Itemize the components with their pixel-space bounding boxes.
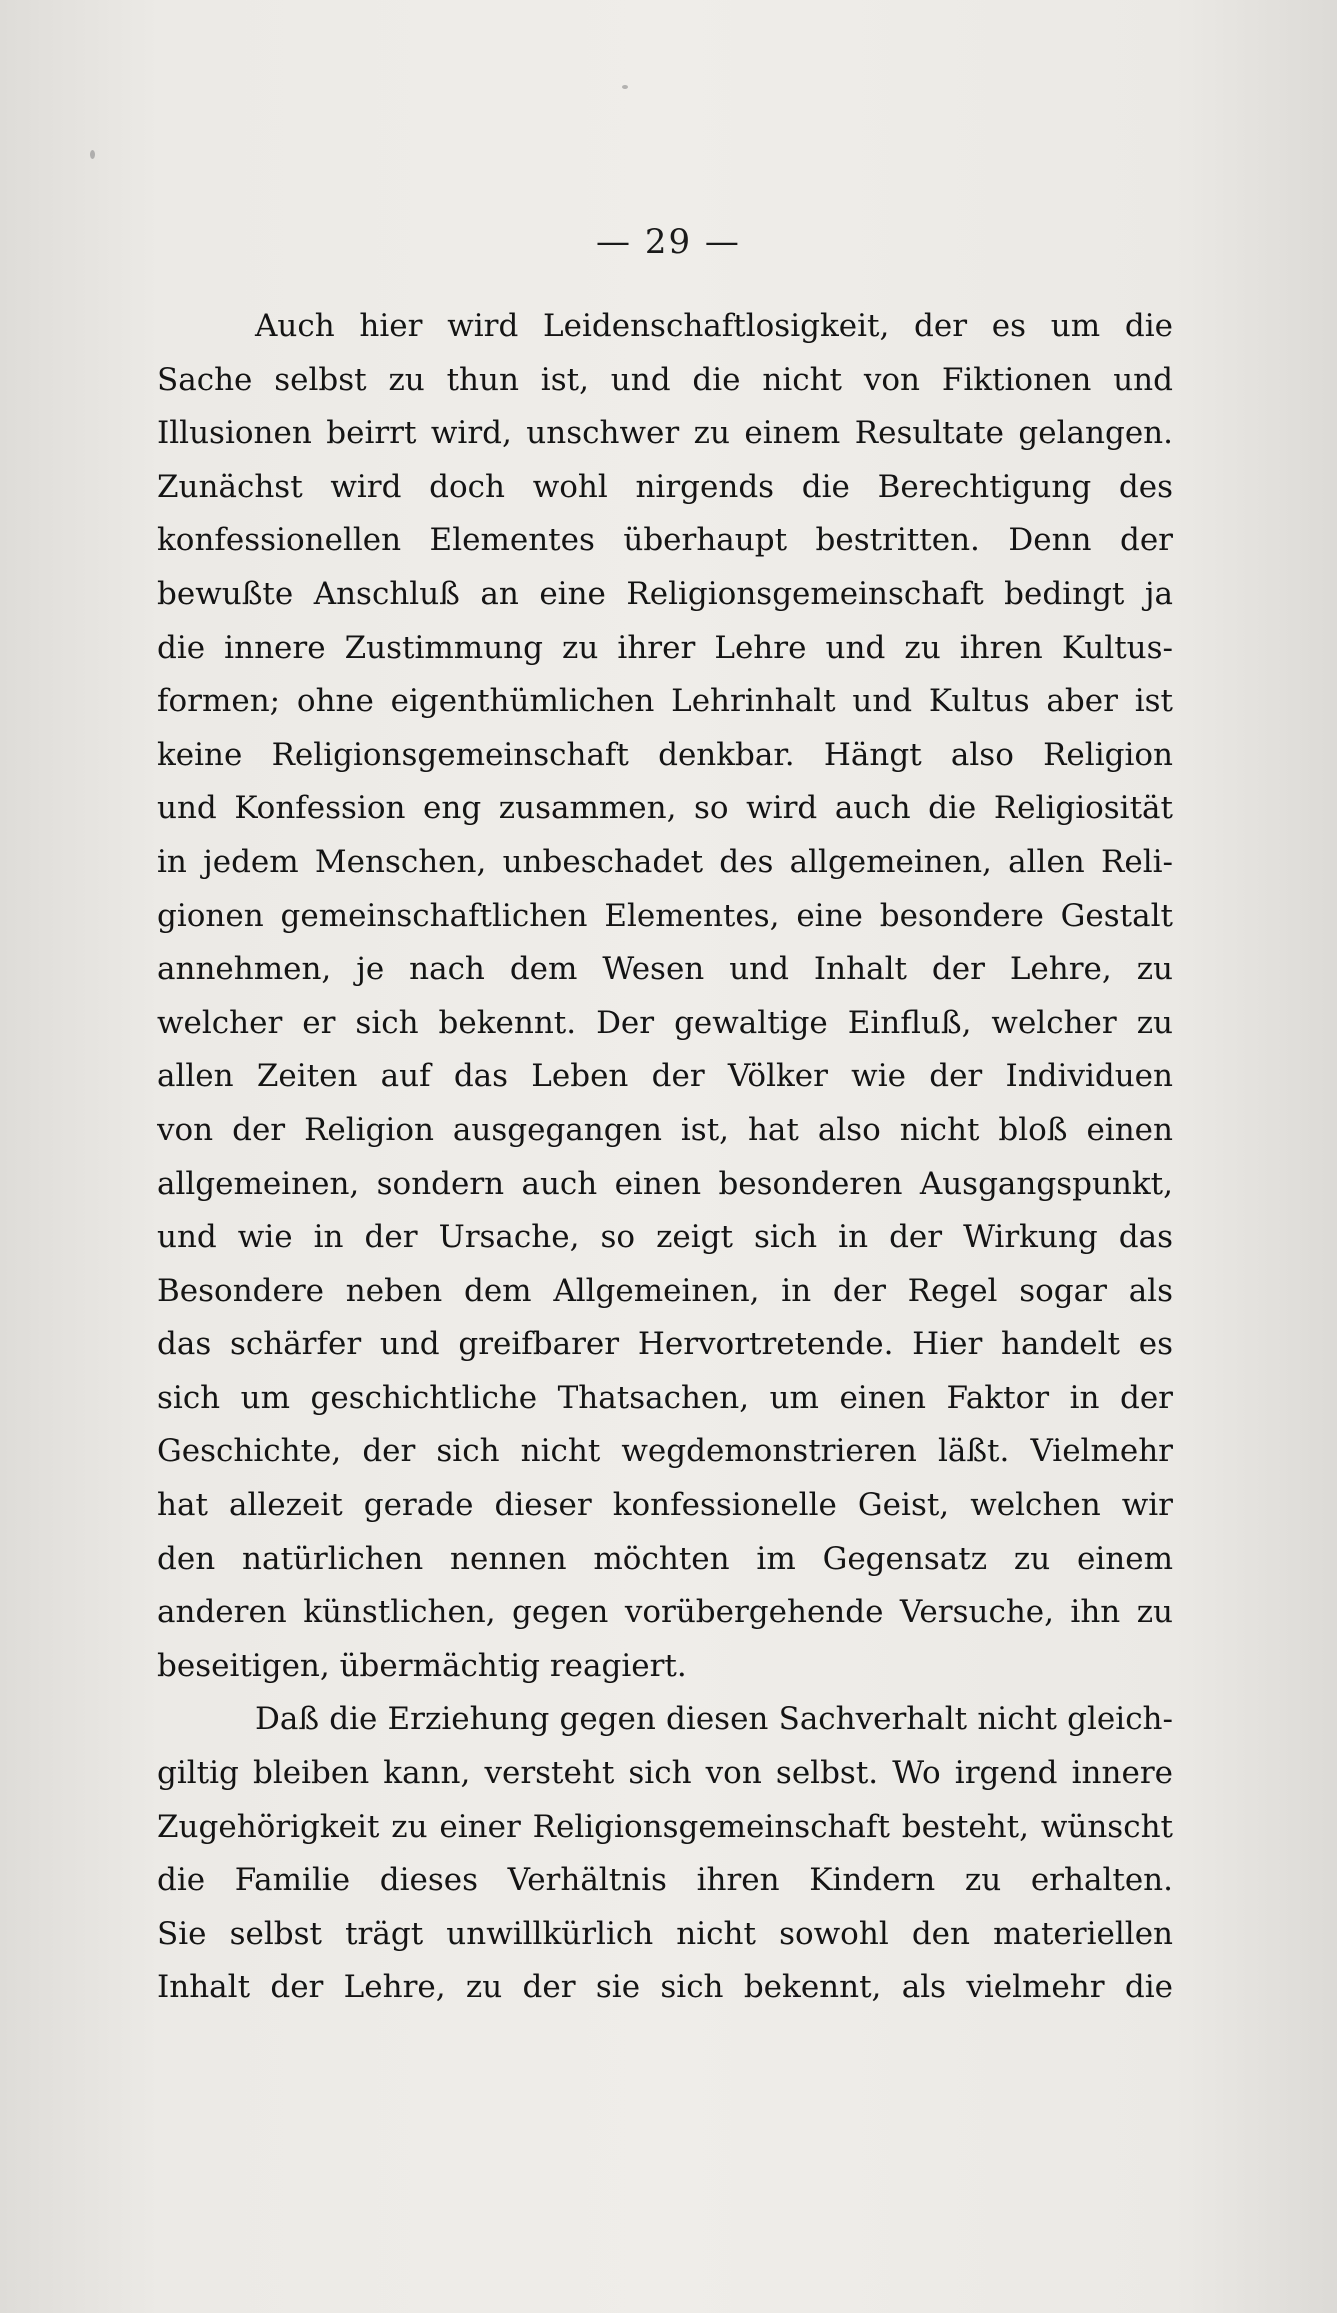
text-line: Sie selbst trägt unwillkürlich nicht sowohl den materiellen [157,1915,1173,1952]
text-line: von der Religion ausgegangen ist, hat also nicht bloß einen [157,1111,1173,1148]
text-line: allen Zeiten auf das Leben der Völker wie der Individuen [157,1058,1173,1095]
body-text [157,300,1173,2015]
text-line: konfessionellen Elementes überhaupt bestritten. Denn der [157,522,1173,559]
paper-speck [90,150,95,159]
paper-speck [622,85,628,89]
text-line: anderen künstlichen, gegen vorübergehende Versuche, ihn zu [157,1594,1173,1631]
text-line: Besondere neben dem Allgemeinen, in der Regel sogar als [157,1272,1173,1309]
text-line: sich um geschichtliche Thatsachen, um einen Faktor in der [157,1379,1173,1416]
text-line: keine Religionsgemeinschaft denkbar. Hängt also Religion [157,736,1173,773]
text-line: die innere Zustimmung zu ihrer Lehre und zu ihren Kultus- [157,629,1173,666]
text-line: das schärfer und greifbarer Hervortretende. Hier handelt es [157,1326,1173,1363]
text-line: annehmen, je nach dem Wesen und Inhalt der Lehre, zu [157,951,1173,988]
text-line: Auch hier wird Leidenschaftlosigkeit, der es um die [255,308,1173,344]
text-line: und Konfession eng zusammen, so wird auch die Religiosität [157,790,1173,827]
text-line: allgemeinen, sondern auch einen besonderen Ausgangspunkt, [157,1165,1173,1202]
text-line: Zunächst wird doch wohl nirgends die Berechtigung des [157,468,1173,505]
text-line: giltig bleiben kann, versteht sich von selbst. Wo irgend innere [157,1755,1173,1792]
text-line: bewußte Anschluß an eine Religionsgemeinschaft bedingt ja [157,575,1173,612]
text-line: beseitigen, übermächtig reagiert. [157,1647,687,1684]
text-line: die Familie dieses Verhältnis ihren Kindern zu erhalten. [157,1862,1173,1899]
text-line: Geschichte, der sich nicht wegdemonstrieren läßt. Vielmehr [157,1433,1173,1470]
text-line: Daß die Erziehung gegen diesen Sachverhalt nicht gleich- [255,1701,1173,1738]
text-line: Inhalt der Lehre, zu der sie sich bekennt, als vielmehr die [157,1969,1173,2006]
text-line: formen; ohne eigenthümlichen Lehrinhalt und Kultus aber ist [157,683,1173,720]
text-line: Sache selbst zu thun ist, und die nicht von Fiktionen und [157,361,1173,398]
text-line: den natürlichen nennen möchten im Gegensatz zu einem [157,1540,1173,1577]
text-line: welcher er sich bekennt. Der gewaltige Einfluß, welcher zu [157,1004,1173,1041]
text-line: hat allezeit gerade dieser konfessionelle Geist, welchen wir [157,1487,1173,1524]
text-line: in jedem Menschen, unbeschadet des allgemeinen, allen Reli- [157,843,1173,880]
text-line: Illusionen beirrt wird, unschwer zu einem Resultate gelangen. [157,415,1173,452]
text-line: gionen gemeinschaftlichen Elementes, eine besondere Gestalt [157,897,1173,934]
text-line: Zugehörigkeit zu einer Religionsgemeinschaft besteht, wünscht [157,1808,1173,1845]
page-number: — 29 — [596,222,741,262]
text-line: und wie in der Ursache, so zeigt sich in der Wirkung das [157,1219,1173,1256]
